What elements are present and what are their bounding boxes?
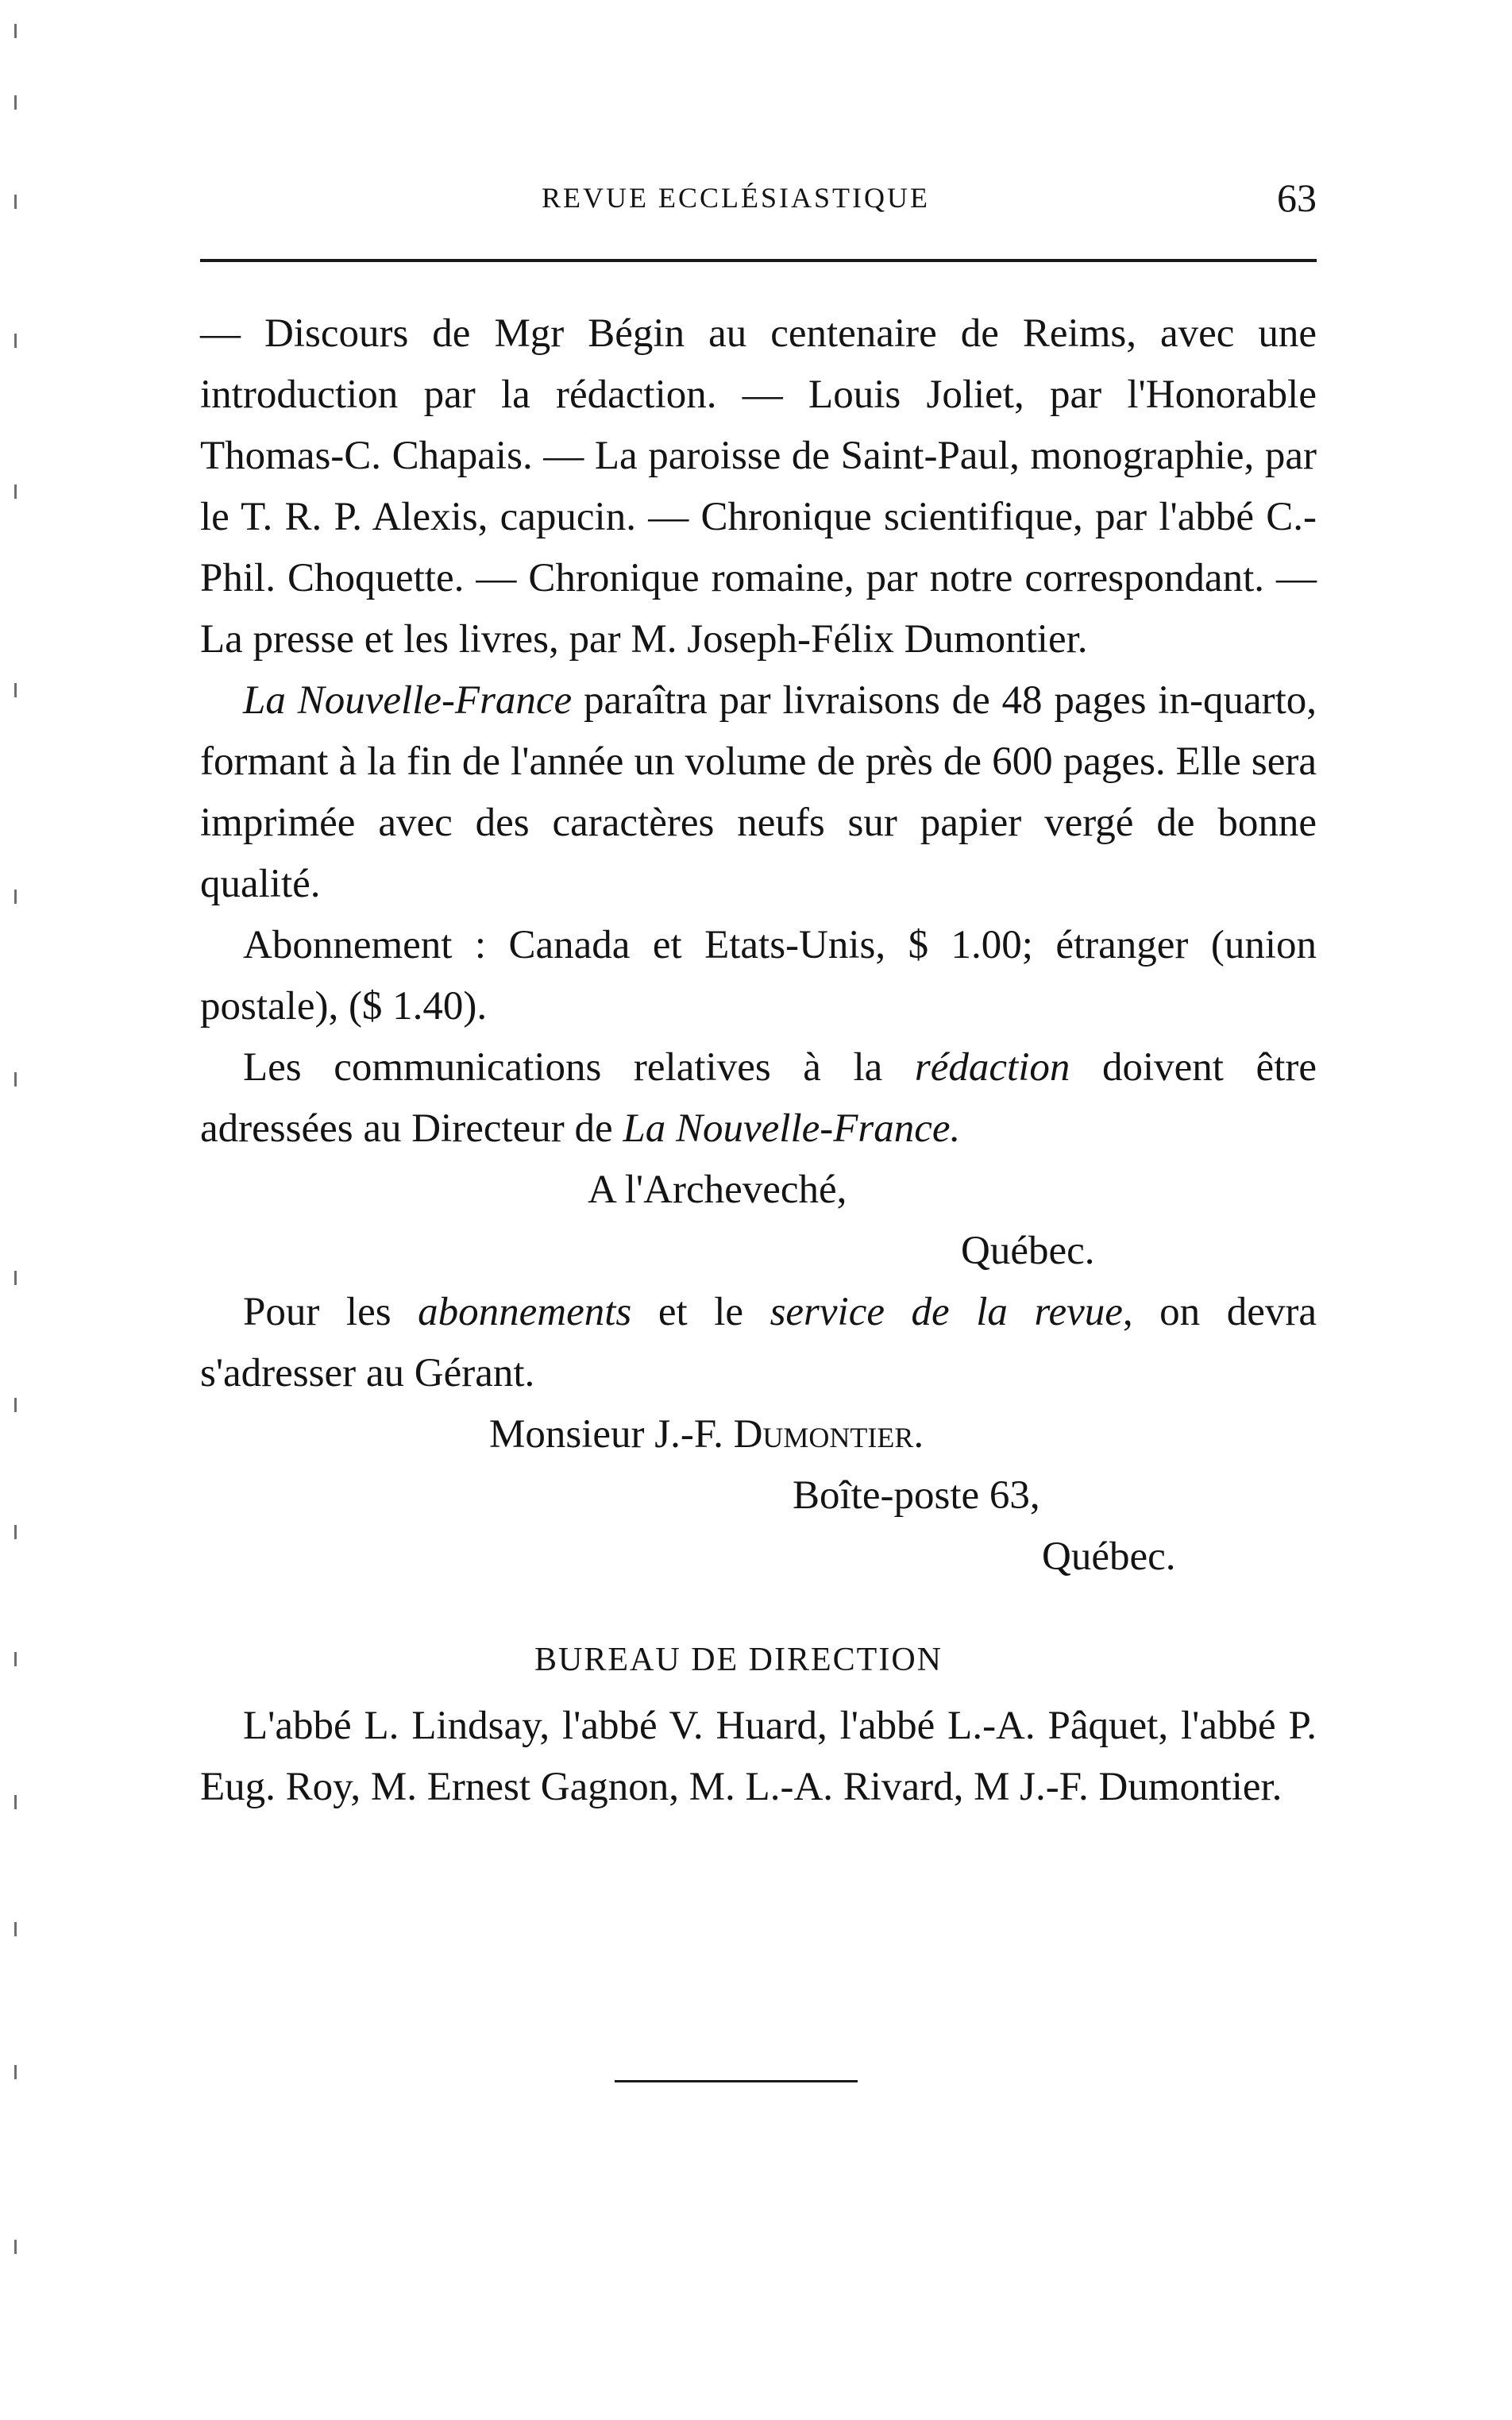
bureau-members-paragraph	[200, 1696, 1317, 1818]
header-rule	[200, 259, 1317, 262]
manager-city-line: Québec.	[1042, 1534, 1176, 1579]
communications-emphasis: rédaction	[914, 1045, 1070, 1090]
manager-surname: Dumontier.	[733, 1412, 924, 1457]
manager-box-line: Boîte-poste 63,	[793, 1473, 1040, 1518]
running-head	[200, 176, 1317, 229]
subscriptions-text-mid: et le	[631, 1290, 770, 1334]
closing-rule	[615, 2080, 858, 2082]
subscriptions-emphasis-2: service de la revue	[770, 1290, 1123, 1334]
bureau-heading: BUREAU DE DIRECTION	[534, 1642, 943, 1678]
scan-margin-marks	[8, 0, 32, 2420]
manager-name-line	[200, 1404, 1317, 1465]
manager-prefix: Monsieur J.-F.	[489, 1412, 734, 1457]
section-gap	[200, 1588, 1317, 1624]
page-number: 63	[1277, 176, 1317, 220]
subscription-paragraph	[200, 915, 1317, 1037]
bureau-members-text: L'abbé L. Lindsay, l'abbé V. Huard, l'abbé L.-A. Pâquet, l'abbé P. Eug. Roy, M. Ernest Gagnon, M. L.-A. Rivard, M J.-F. Dumontier.	[200, 1704, 1317, 1809]
communications-title: La Nouvelle-France.	[623, 1106, 961, 1151]
address-line-quebec: Québec.	[961, 1229, 1095, 1273]
subscription-text: Abonnement : Canada et Etats-Unis, $ 1.00; étranger (union postale), ($ 1.40).	[200, 923, 1317, 1029]
publication-text: paraîtra par livraisons de 48 pages in-quarto, formant à la fin de l'année un volume de près de 600 pages. Elle sera imprimée avec des caractères neufs sur papier vergé de bonne qualité.	[200, 678, 1317, 906]
communications-text-mid: doivent être adressées au Directeur de	[200, 1045, 1317, 1151]
address-line-archeveche: A l'Archeveché,	[588, 1168, 847, 1212]
publication-title: La Nouvelle-France	[243, 678, 573, 723]
contents-paragraph	[200, 303, 1317, 670]
subscriptions-text-start: Pour les	[243, 1290, 418, 1334]
running-title: REVUE ECCLÉSIASTIQUE	[542, 182, 930, 214]
body-text	[200, 303, 1317, 1818]
subscriptions-emphasis-1: abonnements	[418, 1290, 632, 1334]
subscriptions-text-end: , on devra s'adresser au Gérant.	[200, 1290, 1317, 1395]
contents-text: — Discours de Mgr Bégin au centenaire de Reims, avec une introduction par la rédaction. — Louis Joliet, par l'Honorable Thomas-C. Chapais. — La paroisse de Saint-Paul, monographie, par le T. R. P. Alexis, capucin. — Chronique scientifique, par l'abbé C.-Phil. Choquette. — Chronique romaine, par notre correspondant. — La presse et les livres, par M. Joseph-Félix Dumontier.	[200, 311, 1317, 662]
publication-paragraph	[200, 670, 1317, 915]
communications-text-start: Les communications relatives à la	[243, 1045, 915, 1090]
communications-paragraph	[200, 1037, 1317, 1160]
subscriptions-paragraph	[200, 1282, 1317, 1404]
